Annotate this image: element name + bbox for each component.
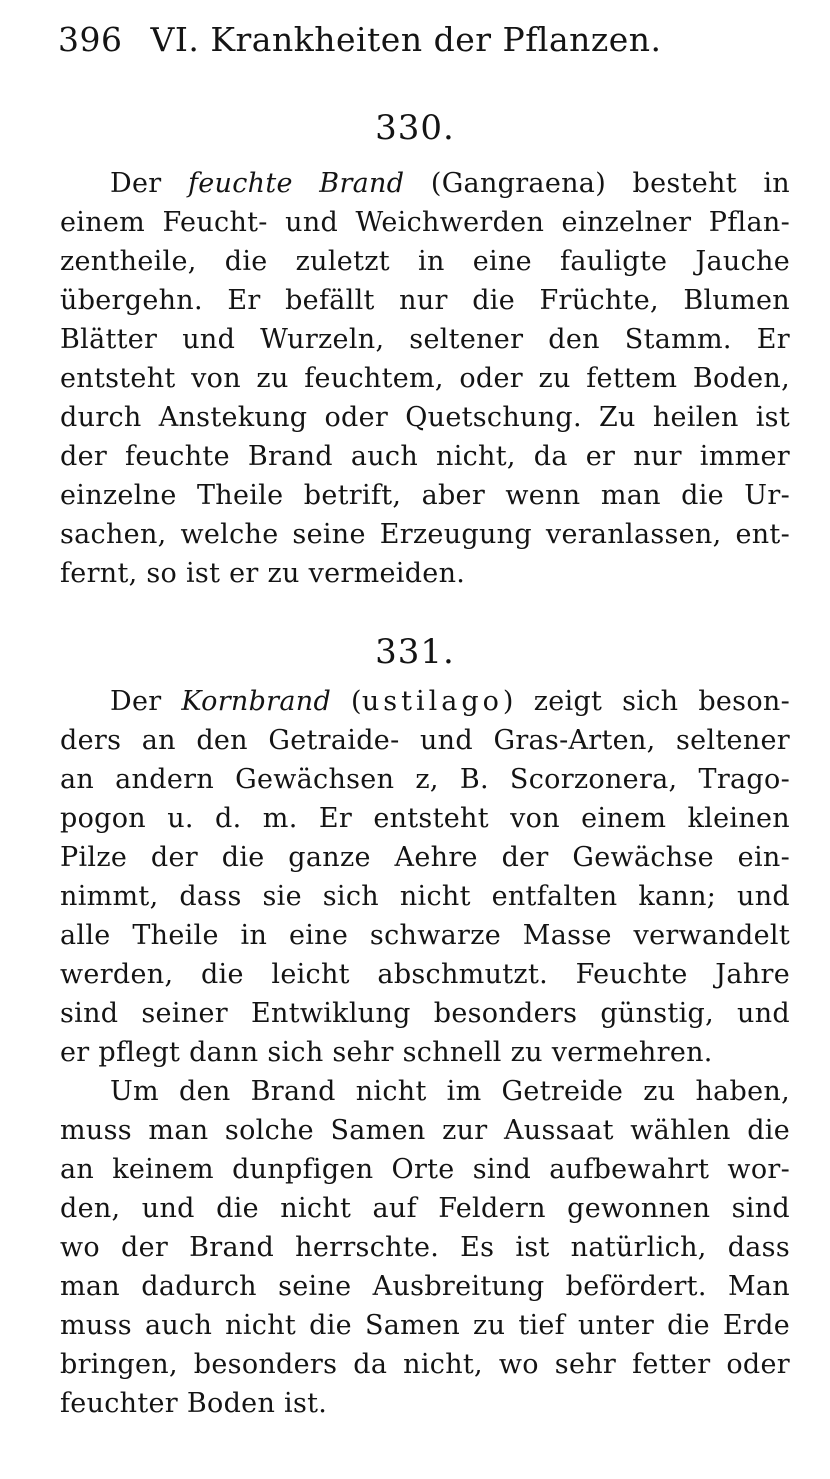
emphasis-term: feuchte Brand — [187, 168, 405, 199]
text-line: er pflegt dann sich sehr schnell zu vermehren. — [60, 1037, 713, 1068]
text-line: an keinem dunpfigen Orte sind aufbewahrt wor- — [60, 1154, 790, 1185]
text-line: muss man solche Samen zur Aussaat wählen die — [60, 1115, 790, 1146]
text-line: Der feuchte Brand (Gangraena) besteht in — [110, 168, 791, 199]
text-line: wo der Brand herrschte. Es ist natürlich, dass — [60, 1232, 790, 1263]
text-line: übergehn. Er befällt nur die Früchte, Blumen — [60, 285, 790, 316]
text-line: zentheile, die zuletzt in eine fauligte Jauche — [60, 246, 790, 277]
section-331-text — [60, 682, 790, 1423]
text-line: alle Theile in eine schwarze Masse verwandelt — [60, 920, 790, 951]
text-line: den, und die nicht auf Feldern gewonnen sind — [60, 1193, 790, 1224]
text-line: Der Kornbrand (ustilago) zeigt sich beson- — [110, 686, 791, 717]
text-line: an andern Gewächsen z, B. Scorzonera, Trago- — [60, 764, 790, 795]
text-line: durch Anstekung oder Quetschung. Zu heilen ist — [60, 402, 790, 433]
running-title: VI. Krankheiten der Pflanzen. — [150, 20, 662, 59]
text-line: einzelne Theile betrift, aber wenn man die Ur- — [60, 480, 790, 511]
text-line: Blätter und Wurzeln, seltener den Stamm. Er — [60, 324, 790, 355]
text-line: fernt, so ist er zu vermeiden. — [60, 558, 466, 589]
text-line: nimmt, dass sie sich nicht entfalten kann; und — [60, 881, 790, 912]
text-line: einem Feucht- und Weichwerden einzelner Pflan- — [60, 207, 790, 238]
text-line: sachen, welche seine Erzeugung veranlassen, ent- — [60, 519, 790, 550]
text-line: werden, die leicht abschmutzt. Feuchte Jahre — [60, 959, 790, 990]
section-number-330: 330. — [375, 108, 455, 148]
text-line: Pilze der die ganze Aehre der Gewächse ein- — [60, 842, 790, 873]
emphasis-term: Kornbrand — [181, 686, 332, 717]
text-line: entsteht von zu feuchtem, oder zu fettem Boden, — [60, 363, 790, 394]
text-line: man dadurch seine Ausbreitung befördert. Man — [60, 1271, 790, 1302]
running-header — [58, 20, 662, 59]
text-line: feuchter Boden ist. — [60, 1388, 328, 1419]
text-line: pogon u. d. m. Er entsteht von einem kleinen — [60, 803, 790, 834]
section-330-text — [60, 164, 790, 593]
page-number: 396 — [58, 20, 123, 59]
text-line: muss auch nicht die Samen zu tief unter die Erde — [60, 1310, 790, 1341]
text-line: ders an den Getraide- und Gras-Arten, seltener — [60, 725, 790, 756]
text-line: Um den Brand nicht im Getreide zu haben, — [110, 1076, 790, 1107]
text-line: sind seiner Entwiklung besonders günstig, und — [60, 998, 790, 1029]
section-number-331: 331. — [375, 632, 455, 672]
text-line: der feuchte Brand auch nicht, da er nur immer — [60, 441, 790, 472]
spaced-term: ustilago — [361, 686, 503, 717]
text-line: bringen, besonders da nicht, wo sehr fetter oder — [60, 1349, 790, 1380]
